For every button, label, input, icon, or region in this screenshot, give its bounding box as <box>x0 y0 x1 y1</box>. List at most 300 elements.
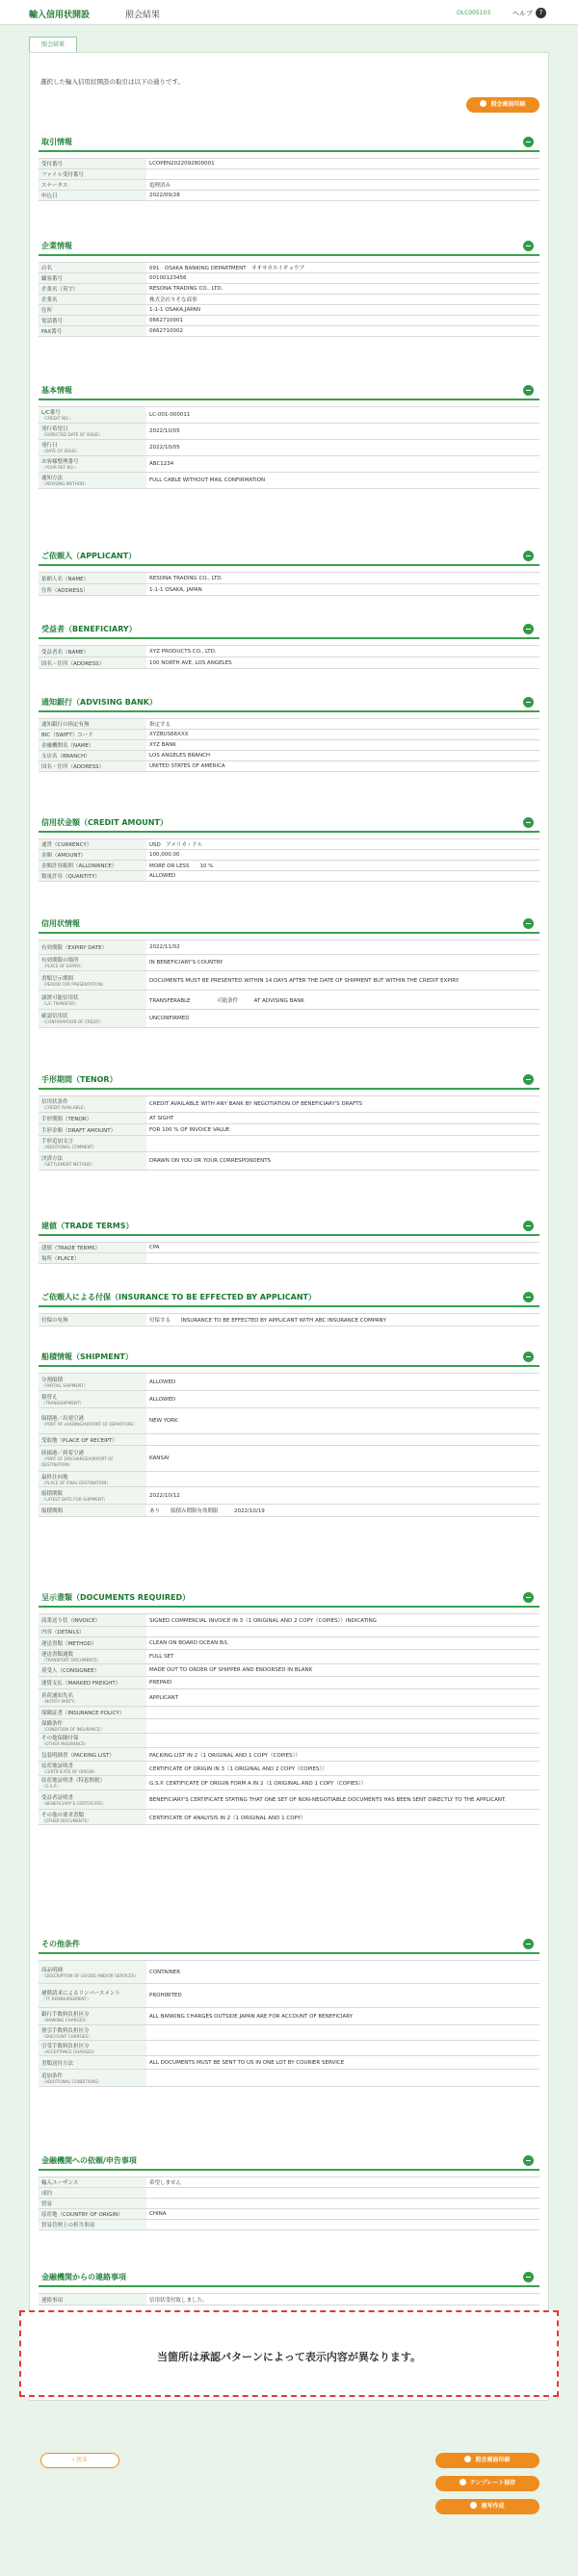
row-label-cell <box>39 2199 146 2209</box>
print-button[interactable] <box>466 97 539 113</box>
info-table <box>39 718 539 772</box>
row-label: 国名・住所（ADDRESS） <box>41 660 105 667</box>
print-button-bottom[interactable] <box>435 2453 539 2468</box>
row-label: 手形金額（DRAFT AMOUNT） <box>41 1127 117 1134</box>
row-label-cell <box>39 584 146 596</box>
row-label: 分割船積 <box>41 1377 64 1383</box>
table-row <box>39 940 539 955</box>
row-label-cell <box>39 1243 146 1253</box>
table-row <box>39 1314 539 1327</box>
section-divider <box>39 399 539 400</box>
row-label-cell <box>39 159 146 169</box>
section-title: 信用状金額（CREDIT AMOUNT） <box>41 818 168 827</box>
printer-icon <box>464 2456 471 2462</box>
table-row <box>39 284 539 295</box>
row-label: 通知方法 <box>41 476 64 481</box>
collapse-icon[interactable] <box>523 1292 534 1302</box>
row-label: 船積期限 <box>41 1490 64 1497</box>
print-label: 照会画面印刷 <box>475 2457 511 2463</box>
section-divider <box>39 710 539 712</box>
row-label: 船積港／出発空港 <box>41 1416 85 1422</box>
section-title: 金融機関からの連絡事項 <box>41 2273 126 2281</box>
tab-result: 照会結果 <box>29 37 77 52</box>
row-label: 譲渡可能信用状 <box>41 994 79 1001</box>
table-row <box>39 1096 539 1113</box>
table-row <box>39 456 539 473</box>
table-row <box>39 1124 539 1136</box>
section-header[interactable] <box>39 695 539 708</box>
section-divider <box>39 2285 539 2287</box>
table-row <box>39 2041 539 2056</box>
row-value: 100 NORTH AVE, LOS ANGELES <box>146 657 539 669</box>
table-row <box>39 871 539 882</box>
row-label: 船積期間 <box>41 1508 64 1514</box>
table-row <box>39 1664 539 1677</box>
row-value: KANSAI <box>146 1446 539 1472</box>
section-header[interactable] <box>39 2153 539 2167</box>
row-label-cell <box>39 1391 146 1408</box>
table-row <box>39 1689 539 1707</box>
table-row <box>39 424 539 440</box>
section-title: 手形期間（TENOR） <box>41 1075 118 1084</box>
row-label-cell <box>39 861 146 871</box>
row-label-cell <box>39 850 146 861</box>
row-value: CPA <box>146 1243 539 1253</box>
row-label-sub: （ACCEPTANCE CHARGES） <box>41 2048 97 2054</box>
row-label-cell <box>39 1762 146 1776</box>
row-label-cell <box>39 940 146 955</box>
collapse-icon[interactable] <box>523 385 534 396</box>
section-header[interactable] <box>39 239 539 252</box>
row-label: 場所（PLACE） <box>41 1256 80 1262</box>
collapse-icon[interactable] <box>523 817 534 828</box>
row-label: 通貨（CURRENCY） <box>41 842 92 848</box>
table-row <box>39 2056 539 2070</box>
row-label-sub: （DISCOUNT CHARGES） <box>41 2033 92 2039</box>
info-table <box>39 262 539 337</box>
row-label: 成約 <box>41 2191 53 2197</box>
collapse-icon[interactable] <box>523 551 534 561</box>
row-label-cell <box>39 2025 146 2041</box>
row-label-sub: （PARTIAL SHIPMENT） <box>41 1382 88 1388</box>
row-label: 連絡事項 <box>41 2297 64 2304</box>
row-label: 国名・住所（ADDRESS） <box>41 764 105 770</box>
section-header[interactable] <box>39 1290 539 1303</box>
intro-text: 選択した輸入信用状開設の取引は以下の通りです。 <box>40 78 184 86</box>
section-applicant <box>39 549 539 596</box>
row-label: 金額許容範囲（ALLOWANCE） <box>41 863 118 869</box>
row-label: 運賃支払（MARKED FREIGHT） <box>41 1681 121 1687</box>
row-label: その他の要求書類 <box>41 1812 85 1818</box>
row-label: 貿易 <box>41 2202 53 2207</box>
row-label: 依頼人名（NAME） <box>41 576 90 582</box>
section-header[interactable] <box>39 815 539 829</box>
section-header[interactable] <box>39 622 539 635</box>
row-label: 最終仕向地 <box>41 1474 68 1481</box>
row-value: TRANSFERABLE 可能条件 AT ADVISING BANK <box>146 991 539 1010</box>
section-title: 基本情報 <box>41 386 72 395</box>
row-value: ALLOWED <box>146 1374 539 1391</box>
row-value: 付保する INSURANCE TO BE EFFECTED BY APPLICANT WITH ABC INSURANCE COMPANY <box>146 1314 539 1327</box>
section-divider <box>39 1088 539 1090</box>
row-label-cell <box>39 1113 146 1124</box>
help-link[interactable]: ヘルプ <box>512 10 533 17</box>
row-label: 企業名 <box>41 297 58 303</box>
table-row <box>39 1984 539 2008</box>
copy-create-label: 複写作成 <box>481 2503 505 2510</box>
row-value: FULL SET <box>146 1650 539 1664</box>
collapse-icon[interactable] <box>523 2155 534 2166</box>
row-label-cell <box>39 1961 146 1984</box>
row-value <box>146 1253 539 1264</box>
row-label: 発行希望日 <box>41 426 68 432</box>
table-row <box>39 2070 539 2087</box>
row-label: 住所 <box>41 308 53 314</box>
table-row <box>39 1487 539 1505</box>
row-label-cell <box>39 1152 146 1171</box>
row-label: 支店名（BRANCH） <box>41 754 91 760</box>
row-value: XYZBUS66XXX <box>146 730 539 740</box>
collapse-icon[interactable] <box>523 624 534 634</box>
info-table <box>39 940 539 1028</box>
row-label-cell <box>39 2056 146 2070</box>
row-value: APPLICANT <box>146 1689 539 1707</box>
table-row <box>39 1650 539 1664</box>
row-value <box>146 2070 539 2087</box>
row-label: 有効期限の場所 <box>41 958 79 964</box>
section-company <box>39 239 539 337</box>
table-row <box>39 1776 539 1790</box>
row-label-cell <box>39 191 146 201</box>
row-label: 輸入ユーザンス <box>41 2180 79 2186</box>
row-label: 申込日 <box>41 193 58 199</box>
collapse-icon[interactable] <box>523 918 534 929</box>
section-title: 通知銀行（ADVISING BANK） <box>41 698 157 707</box>
table-row <box>39 1719 539 1734</box>
table-row <box>39 273 539 284</box>
info-table <box>39 645 539 669</box>
collapse-icon[interactable] <box>523 697 534 708</box>
row-value: 0662710001 <box>146 316 539 326</box>
row-value: ALLOWED <box>146 871 539 882</box>
info-table <box>39 1313 539 1327</box>
table-row <box>39 2008 539 2025</box>
row-label-sub: （BANKING CHARGES） <box>41 2017 90 2022</box>
table-row <box>39 440 539 456</box>
row-label-cell <box>39 1689 146 1707</box>
collapse-icon[interactable] <box>523 2272 534 2282</box>
row-label-sub: （BENEFICIARY'S CERTIFICATE） <box>41 1800 106 1806</box>
section-basic <box>39 383 539 489</box>
section-header[interactable] <box>39 916 539 930</box>
row-label: 引受手数料負担区分 <box>41 2043 90 2049</box>
row-label-cell <box>39 473 146 489</box>
collapse-icon[interactable] <box>523 241 534 251</box>
row-label-cell <box>39 646 146 657</box>
row-label: 信用状条件 <box>41 1099 68 1105</box>
row-label-cell <box>39 2188 146 2199</box>
row-label: その他保険付保 <box>41 1736 79 1741</box>
row-value: CHINA <box>146 2209 539 2220</box>
row-label-cell <box>39 1707 146 1719</box>
row-label-cell <box>39 2008 146 2025</box>
section-header[interactable] <box>39 2270 539 2283</box>
table-row <box>39 1505 539 1517</box>
section-title: 船積情報（SHIPMENT） <box>41 1352 133 1361</box>
row-value: 00100123456 <box>146 273 539 284</box>
table-row <box>39 1446 539 1472</box>
row-value: ALL DOCUMENTS MUST BE SENT TO US IN ONE LOT BY COURIER SERVICE <box>146 2056 539 2070</box>
row-value: USD アメリカ・ドル <box>146 839 539 850</box>
section-title: ご依頼人（APPLICANT） <box>41 552 137 560</box>
row-value: BENEFICIARY'S CERTIFICATE STATING THAT ONE SET OF NON-NEGOTIABLE DOCUMENTS HAS BEEN SENT DIRECTLY TO THE APPLICANT. <box>146 1790 539 1810</box>
collapse-icon[interactable] <box>523 1074 534 1085</box>
row-label: 荷受人（CONSIGNEE） <box>41 1668 100 1674</box>
section-terms <box>39 1219 539 1264</box>
section-divider <box>39 254 539 256</box>
row-label-sub: （PLACE OF EXPIRY） <box>41 964 85 968</box>
row-value: UNITED STATES OF AMERICA <box>146 761 539 772</box>
row-label: 受益者名（NAME） <box>41 649 90 656</box>
row-label-sub: （PLACE OF FINAL DESTINATION） <box>41 1480 111 1485</box>
table-row <box>39 1253 539 1264</box>
row-value: IN BENEFICIARY'S COUNTRY <box>146 955 539 971</box>
row-value: CREDIT AVAILABLE WITH ANY BANK BY NEGOTIATION OF BENEFICIARY'S DRAFTS <box>146 1096 539 1113</box>
row-label: ステータス <box>41 183 68 189</box>
row-label-sub: （G.S.P.） <box>41 1784 62 1789</box>
row-label-sub: （OTHER INSURANCE） <box>41 1741 89 1746</box>
row-value: あり 船積み期限有効期限 2022/10/19 <box>146 1505 539 1517</box>
table-row <box>39 1408 539 1434</box>
row-label-cell <box>39 719 146 730</box>
row-value: PREPAID <box>146 1677 539 1689</box>
table-row <box>39 730 539 740</box>
table-row <box>39 1113 539 1124</box>
row-label: 企業名（英字） <box>41 287 79 293</box>
row-value <box>146 2220 539 2230</box>
table-row <box>39 263 539 273</box>
row-value: CERTIFICATE OF ORIGIN IN 3（1 ORIGINAL AND 2 COPY（COPIES）） <box>146 1762 539 1776</box>
approval-notice <box>19 2310 559 2397</box>
section-divider <box>39 1952 539 1954</box>
table-row <box>39 1707 539 1719</box>
table-row <box>39 955 539 971</box>
row-label: 金融機関名（NAME） <box>41 743 94 749</box>
row-label: 銀行手数料負担区分 <box>41 2011 90 2018</box>
row-label-cell <box>39 2220 146 2230</box>
row-label-cell <box>39 573 146 584</box>
help-icon[interactable]: ? <box>536 8 546 18</box>
info-table <box>39 2177 539 2230</box>
row-label-cell <box>39 1776 146 1790</box>
section-title: ご依頼人による付保（INSURANCE TO BE EFFECTED BY APPLICANT） <box>41 1293 317 1301</box>
row-label: 書類送付方法 <box>41 2060 74 2067</box>
section-header[interactable] <box>39 1937 539 1950</box>
row-value: ALLOWED <box>146 1391 539 1408</box>
collapse-icon[interactable] <box>523 1352 534 1362</box>
row-label: 顧客番号 <box>41 276 64 282</box>
row-label-cell <box>39 305 146 316</box>
user-id: OLC005103 <box>457 10 491 16</box>
section-divider <box>39 1305 539 1307</box>
row-label: 受付番号 <box>41 162 64 167</box>
row-label-cell <box>39 1748 146 1762</box>
print-label: 照会画面印刷 <box>490 101 526 108</box>
row-label: 電話番号 <box>41 319 64 324</box>
row-label: 補償請求によるリンバースメント <box>41 1991 120 1996</box>
table-row <box>39 295 539 305</box>
row-label-cell <box>39 1810 146 1825</box>
row-label-cell <box>39 2177 146 2188</box>
row-label-cell <box>39 761 146 772</box>
table-row <box>39 1243 539 1253</box>
info-table <box>39 1242 539 1264</box>
section-header[interactable] <box>39 135 539 148</box>
row-label-cell <box>39 1408 146 1434</box>
section-header[interactable] <box>39 1590 539 1604</box>
table-row <box>39 761 539 772</box>
row-label-cell <box>39 1314 146 1327</box>
collapse-icon[interactable] <box>523 1592 534 1603</box>
row-value: LOS ANGELES BRANCH <box>146 751 539 761</box>
row-value: 処理済み <box>146 180 539 191</box>
row-label-cell <box>39 1734 146 1748</box>
table-row <box>39 2209 539 2220</box>
table-row <box>39 2199 539 2209</box>
row-value: 希望しません <box>146 2177 539 2188</box>
row-value: CLEAN ON BOARD OCEAN B/L <box>146 1637 539 1650</box>
row-label: 受取地（PLACE OF RECEIPT） <box>41 1437 118 1444</box>
row-label-cell <box>39 839 146 850</box>
row-label-cell <box>39 273 146 284</box>
section-title: 信用状情報 <box>41 919 80 928</box>
table-row <box>39 751 539 761</box>
table-row <box>39 573 539 584</box>
row-label-sub: （CREDIT AVAILABLE） <box>41 1105 88 1110</box>
table-row <box>39 2188 539 2199</box>
template-save-button[interactable] <box>435 2476 539 2491</box>
table-row <box>39 1472 539 1487</box>
row-label: 運送書類通数 <box>41 1652 74 1658</box>
back-button[interactable] <box>40 2453 119 2468</box>
info-table <box>39 158 539 201</box>
row-value <box>146 2199 539 2209</box>
table-row <box>39 180 539 191</box>
table-row <box>39 2025 539 2041</box>
row-label-sub: （PORT OF DISCHARGE/AIRPORT OF DESTINATION） <box>41 1456 114 1467</box>
table-row <box>39 1637 539 1650</box>
collapse-icon[interactable] <box>523 1939 534 1949</box>
template-save-label: テンプレート保存 <box>469 2480 516 2486</box>
row-label-cell <box>39 657 146 669</box>
row-label-sub: （CONDITION OF INSURANCE） <box>41 1727 105 1732</box>
row-value: UNCONFIRMED <box>146 1010 539 1028</box>
row-value: FULL CABLE WITHOUT MAIL CONFIRMATION <box>146 473 539 489</box>
row-label-cell <box>39 1124 146 1136</box>
table-row <box>39 861 539 871</box>
row-label-cell <box>39 180 146 191</box>
row-label-cell <box>39 295 146 305</box>
row-label-cell <box>39 316 146 326</box>
back-label: 戻る <box>76 2457 89 2463</box>
row-label-sub: （CERTIFICATE OF ORIGIN） <box>41 1769 98 1774</box>
table-row <box>39 1790 539 1810</box>
row-label-cell <box>39 263 146 273</box>
row-label: 保険証書（INSURANCE POLICY） <box>41 1711 125 1716</box>
table-row <box>39 1152 539 1171</box>
row-value: 2022/09/28 <box>146 191 539 201</box>
info-table <box>39 572 539 596</box>
copy-create-button[interactable] <box>435 2499 539 2514</box>
row-label-sub: （OTHER DOCUMENTS） <box>41 1817 92 1823</box>
row-label-cell <box>39 169 146 180</box>
table-row <box>39 850 539 861</box>
section-header[interactable] <box>39 1072 539 1086</box>
section-divider <box>39 932 539 934</box>
row-value <box>146 1627 539 1637</box>
section-divider <box>39 1606 539 1608</box>
save-icon <box>460 2479 466 2486</box>
row-label-cell <box>39 440 146 456</box>
row-label-cell <box>39 2209 146 2220</box>
section-header[interactable] <box>39 383 539 397</box>
row-label-cell <box>39 991 146 1010</box>
section-title: 呈示書類（DOCUMENTS REQUIRED） <box>41 1593 191 1602</box>
row-label: 書類呈示期間 <box>41 975 74 982</box>
collapse-icon[interactable] <box>523 1221 534 1231</box>
row-value: CERTIFICATE OF ANALYSIS IN 2（1 ORIGINAL AND 1 COPY） <box>146 1810 539 1825</box>
table-row <box>39 646 539 657</box>
row-value <box>146 1734 539 1748</box>
row-label-cell <box>39 1677 146 1689</box>
section-lcinfo <box>39 916 539 1028</box>
row-label: 住所（ADDRESS） <box>41 587 89 594</box>
row-label-sub: （SETTLEMENT METHOD） <box>41 1162 95 1167</box>
back-icon: ‹ <box>71 2457 77 2463</box>
row-label-cell <box>39 424 146 440</box>
table-row <box>39 2294 539 2306</box>
section-transaction <box>39 135 539 201</box>
row-value: DOCUMENTS MUST BE PRESENTED WITHIN 14 DAYS AFTER THE DATE OF SHIPMENT BUT WITHIN THE CREDIT EXPIRY. <box>146 971 539 991</box>
row-label: 建値（TRADE TERMS） <box>41 1246 101 1251</box>
row-label-cell <box>39 1446 146 1472</box>
row-label: 発行日 <box>41 443 58 449</box>
row-label-cell <box>39 1719 146 1734</box>
row-value <box>146 1719 539 1734</box>
table-row <box>39 1810 539 1825</box>
table-row <box>39 316 539 326</box>
row-label: 運送書類（METHOD） <box>41 1641 97 1647</box>
collapse-icon[interactable] <box>523 137 534 147</box>
section-header[interactable] <box>39 549 539 562</box>
row-label-cell <box>39 1664 146 1677</box>
row-label: 手形期間（TENOR） <box>41 1116 92 1122</box>
row-label: L/C番号 <box>41 410 61 416</box>
section-divider <box>39 2169 539 2171</box>
row-value: SIGNED COMMERCIAL INVOICE IN 3（1 ORIGINAL AND 2 COPY（COPIES））INDICATING <box>146 1614 539 1627</box>
row-label-sub: （ADDITIONAL COMMENT） <box>41 1145 97 1149</box>
section-other <box>39 1937 539 2087</box>
row-label-sub: （ADVISING METHOD） <box>41 481 89 486</box>
printer-icon <box>480 100 486 107</box>
section-header[interactable] <box>39 1219 539 1232</box>
table-row <box>39 991 539 1010</box>
row-label: 原産地（COUNTRY OF ORIGIN） <box>41 2212 123 2218</box>
row-value <box>146 2025 539 2041</box>
section-divider <box>39 564 539 566</box>
section-header[interactable] <box>39 1350 539 1363</box>
row-label-cell <box>39 730 146 740</box>
